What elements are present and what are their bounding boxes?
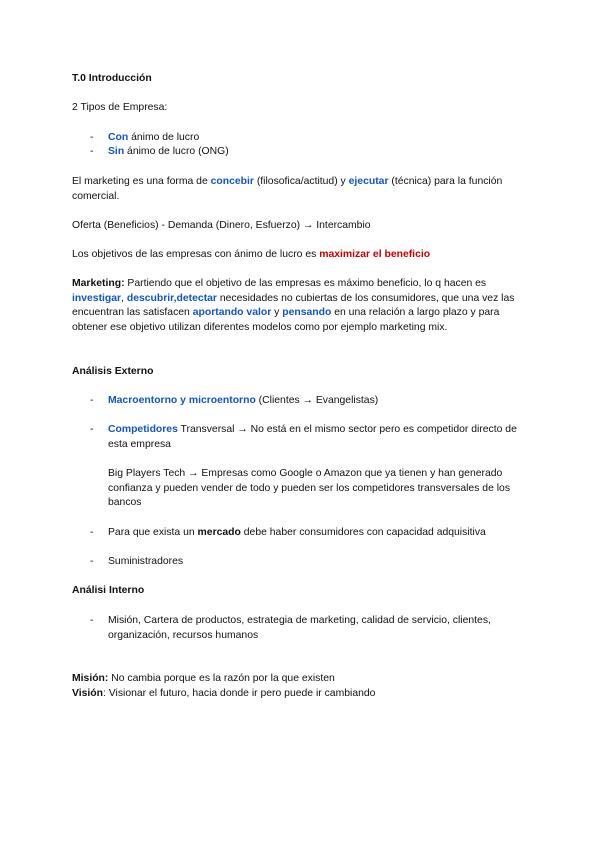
keyword-detectar: detectar bbox=[176, 292, 217, 304]
externo-heading: Análisis Externo bbox=[72, 366, 154, 377]
list-dash: - bbox=[90, 556, 94, 567]
marketing-label: Marketing: bbox=[72, 278, 125, 289]
list-item-text: ánimo de lucro (ONG) bbox=[124, 146, 229, 157]
tipos-heading: 2 Tipos de Empresa: bbox=[72, 102, 168, 113]
list-dash: - bbox=[90, 615, 94, 626]
list-dash: - bbox=[90, 527, 94, 538]
keyword-competidores: Competidores bbox=[108, 424, 178, 435]
interno-heading: Análisi Interno bbox=[72, 585, 145, 596]
keyword-aportando-valor: aportando valor bbox=[192, 307, 272, 319]
list-dash: - bbox=[90, 146, 94, 157]
keyword-maximizar: maximizar el beneficio bbox=[319, 249, 431, 260]
marketing-paragraph: Marketing: Partiendo que el objetivo de las empresas es máximo beneficio, lo q hacen es investigar, descubrir,detectar necesidades no cubiertas de los consumidores, que una vez las encuentran las satisfacen aportando valor y pensando en una relación a largo plazo y para obtener ese objetivo utilizan diferentes modelos como por ejemplo marketing mix. bbox=[72, 278, 515, 333]
keyword-mercado: mercado bbox=[197, 527, 241, 538]
list-dash: - bbox=[90, 395, 94, 406]
vision-line: Visión: Visionar el futuro, hacia donde ir pero puede ir cambiando bbox=[72, 688, 376, 699]
list-item-sin bbox=[90, 145, 520, 160]
objetivos-line: Los objetivos de las empresas con ánimo de lucro es maximizar el beneficio bbox=[72, 249, 431, 260]
vision-label: Visión bbox=[72, 688, 103, 699]
list-dash: - bbox=[90, 424, 94, 435]
keyword-pensando: pensando bbox=[282, 307, 332, 319]
list-item-interno: - Misión, Cartera de productos, estrategia de marketing, calidad de servicio, clientes, organización, recursos humanos bbox=[90, 615, 491, 641]
page-title: T.0 Introducción bbox=[72, 73, 152, 84]
keyword-investigar: investigar bbox=[72, 292, 122, 304]
list-item-entorno: - Macroentorno y microentorno (Clientes → Evangelistas) bbox=[90, 394, 520, 409]
list-item-suministradores: - Suministradores bbox=[90, 555, 520, 570]
marketing-definition: El marketing es una forma de concebir (filosofica/actitud) y ejecutar (técnica) para la función comercial. bbox=[72, 176, 503, 202]
keyword-concebir: concebir bbox=[210, 176, 254, 187]
mision-label: Misión: bbox=[72, 673, 109, 684]
keyword-macroentorno: Macroentorno y microentorno bbox=[108, 395, 256, 406]
keyword-sin: Sin bbox=[108, 146, 125, 157]
keyword-con: Con bbox=[108, 132, 129, 143]
keyword-descubrir: descubrir bbox=[126, 292, 174, 304]
big-players-paragraph: Big Players Tech → Empresas como Google o Amazon que ya tienen y han generado confianza y pueden vender de todo y pueden ser los competidores transversales de los bancos bbox=[108, 468, 511, 509]
oferta-demanda-line: Oferta (Beneficios) - Demanda (Dinero, Esfuerzo) → Intercambio bbox=[72, 220, 371, 231]
list-item-con bbox=[90, 131, 520, 146]
list-dash: - bbox=[90, 132, 94, 143]
list-item-mercado: - Para que exista un mercado debe haber consumidores con capacidad adquisitiva bbox=[90, 526, 520, 541]
list-item-text: ánimo de lucro bbox=[128, 132, 200, 143]
list-item-competidores: - Competidores Transversal → No está en el mismo sector pero es competidor directo de esta empresa bbox=[90, 424, 517, 450]
mision-line: Misión: No cambia porque es la razón por la que existen bbox=[72, 673, 335, 684]
keyword-ejecutar: ejecutar bbox=[348, 176, 389, 187]
